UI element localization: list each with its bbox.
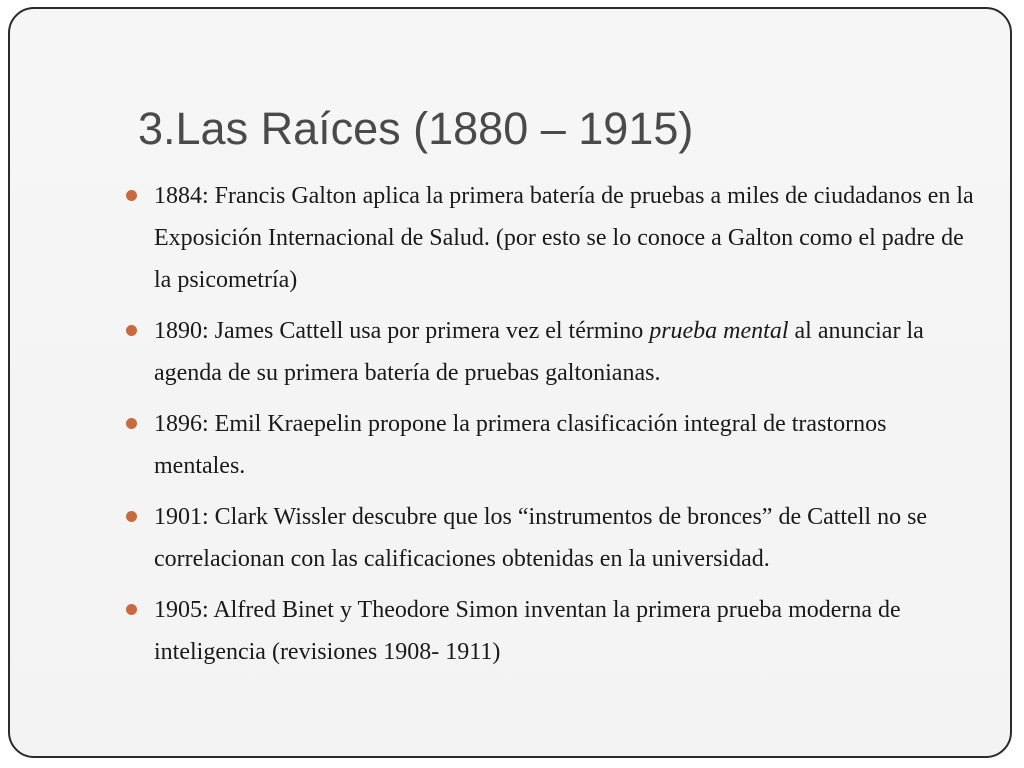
bullet-dot-icon xyxy=(126,418,137,429)
bullet-text: 1884: Francis Galton aplica la primera batería de pruebas a miles de ciudadanos en la Exposición Internacional de Salud. (por esto se lo conoce a Galton como el padre de la psicometría) xyxy=(154,183,974,293)
bullet-emphasis: prueba mental xyxy=(649,318,789,344)
bullet-dot-icon xyxy=(126,190,137,201)
bullet-text-continued: al anunciar la agenda de su primera batería de pruebas galtonianas. xyxy=(154,318,924,386)
bullet-text: 1890: James Cattell usa por primera vez el término xyxy=(154,318,650,344)
bullet-item-1896 xyxy=(118,403,980,487)
bullet-dot-icon xyxy=(126,325,137,336)
bullet-list xyxy=(118,175,980,682)
bullet-text: 1896: Emil Kraepelin propone la primera clasificación integral de trastornos mentales. xyxy=(154,411,887,479)
bullet-text: 1901: Clark Wissler descubre que los “instrumentos de bronces” de Cattell no se correlacionan con las calificaciones obtenidas en la universidad. xyxy=(154,504,928,572)
bullet-dot-icon xyxy=(126,604,137,615)
slide-frame xyxy=(8,7,1012,758)
bullet-item-1905 xyxy=(118,589,980,673)
bullet-text: 1905: Alfred Binet y Theodore Simon inventan la primera prueba moderna de inteligencia (revisiones 1908- 1911) xyxy=(154,597,901,665)
slide-title: 3.Las Raíces (1880 – 1915) xyxy=(138,103,694,154)
bullet-item-1901 xyxy=(118,496,980,580)
bullet-item-1884 xyxy=(118,175,980,301)
bullet-dot-icon xyxy=(126,511,137,522)
bullet-item-1890 xyxy=(118,310,980,394)
